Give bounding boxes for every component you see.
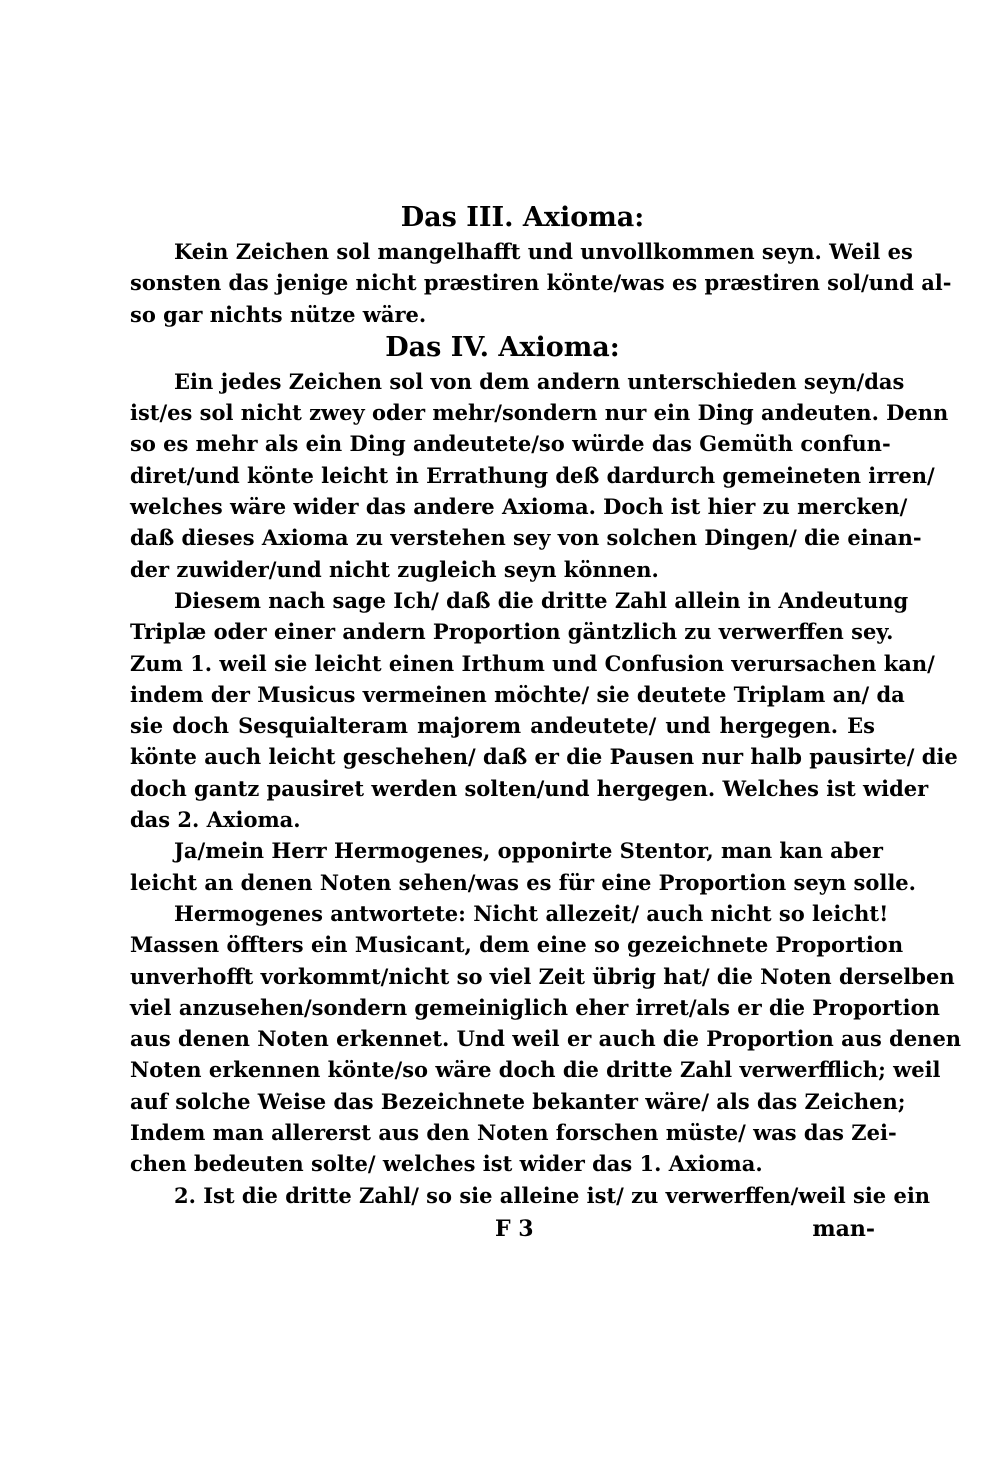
text-line: sonsten das jenige nicht præstiren könte/was es præstiren sol/und al- xyxy=(130,270,952,296)
text-line: diret/und könte leicht in Errathung deß dardurch gemeineten irren/ xyxy=(130,462,935,488)
text-line: Ja/mein Herr Hermogenes, opponirte Stentor, man kan aber xyxy=(174,838,883,864)
text-line: Diesem nach sage Ich/ daß die dritte Zahl allein in Andeutung xyxy=(174,587,909,613)
text-line: unverhofft vorkommt/nicht so viel Zeit übrig hat/ die Noten derselben xyxy=(130,963,955,989)
text-line: so es mehr als ein Ding andeutete/so würde das Gemüth confun- xyxy=(130,431,891,457)
heading-axiom-4: Das IV. Axioma: xyxy=(385,331,620,363)
text-line: doch gantz pausiret werden solten/und hergegen. Welches ist wider xyxy=(130,775,929,801)
text-line: leicht an denen Noten sehen/was es für eine Proportion seyn solle. xyxy=(130,869,916,895)
text-line: aus denen Noten erkennet. Und weil er auch die Proportion aus denen xyxy=(130,1026,962,1052)
paragraph-hermogenes xyxy=(130,898,962,1180)
paragraph-stentor xyxy=(130,835,916,898)
text-line: Noten erkennen könte/so wäre doch die dritte Zahl verwerfflich; weil xyxy=(130,1057,941,1083)
paragraph-point-2 xyxy=(130,1180,931,1211)
paragraph-axiom-3 xyxy=(130,236,952,330)
paragraph-axiom-4 xyxy=(130,366,949,585)
text-line: Hermogenes antwortete: Nicht allezeit/ auch nicht so leicht! xyxy=(174,900,889,926)
text-line: so gar nichts nütze wäre. xyxy=(130,301,427,327)
text-line: Ein jedes Zeichen sol von dem andern unterschieden seyn/das xyxy=(174,368,905,394)
text-line: viel anzusehen/sondern gemeiniglich eher irret/als er die Proportion xyxy=(130,994,940,1020)
signature-mark: F 3 xyxy=(495,1215,534,1242)
text-line: der zuwider/und nicht zugleich seyn können. xyxy=(130,556,659,582)
document-page xyxy=(130,200,962,1247)
text-line: Zum 1. weil sie leicht einen Irthum und Confusion verursachen kan/ xyxy=(130,650,935,676)
text-line: auf solche Weise das Bezeichnete bekanter wäre/ als das Zeichen; xyxy=(130,1088,906,1114)
text-line: welches wäre wider das andere Axioma. Doch ist hier zu mercken/ xyxy=(130,494,908,520)
text-line: daß dieses Axioma zu verstehen sey von solchen Dingen/ die einan- xyxy=(130,525,922,551)
text-line: chen bedeuten solte/ welches ist wider das 1. Axioma. xyxy=(130,1151,763,1177)
text-line: Indem man allererst aus den Noten forschen müste/ was das Zei- xyxy=(130,1120,897,1146)
catchword: man- xyxy=(812,1215,875,1242)
text-line: 2. Ist die dritte Zahl/ so sie alleine ist/ zu verwerffen/weil sie ein xyxy=(174,1182,931,1208)
text-line: Massen öffters ein Musicant, dem eine so gezeichnete Proportion xyxy=(130,932,904,958)
text-line: ist/es sol nicht zwey oder mehr/sondern nur ein Ding andeuten. Denn xyxy=(130,400,949,426)
text-line: könte auch leicht geschehen/ daß er die Pausen nur halb pausirte/ die xyxy=(130,744,958,770)
text-line: Kein Zeichen sol mangelhafft und unvollkommen seyn. Weil es xyxy=(174,239,913,264)
paragraph-diesem-nach xyxy=(130,585,958,835)
text-line: Triplæ oder einer andern Proportion gäntzlich zu verwerffen sey. xyxy=(130,619,894,645)
text-line: indem der Musicus vermeinen möchte/ sie deutete Triplam an/ da xyxy=(130,681,905,707)
heading-axiom-3: Das III. Axioma: xyxy=(400,202,645,233)
text-line: das 2. Axioma. xyxy=(130,807,301,833)
page-footer xyxy=(130,1211,875,1247)
text-line: sie doch Sesquialteram majorem andeutete/ und hergegen. Es xyxy=(130,713,875,739)
